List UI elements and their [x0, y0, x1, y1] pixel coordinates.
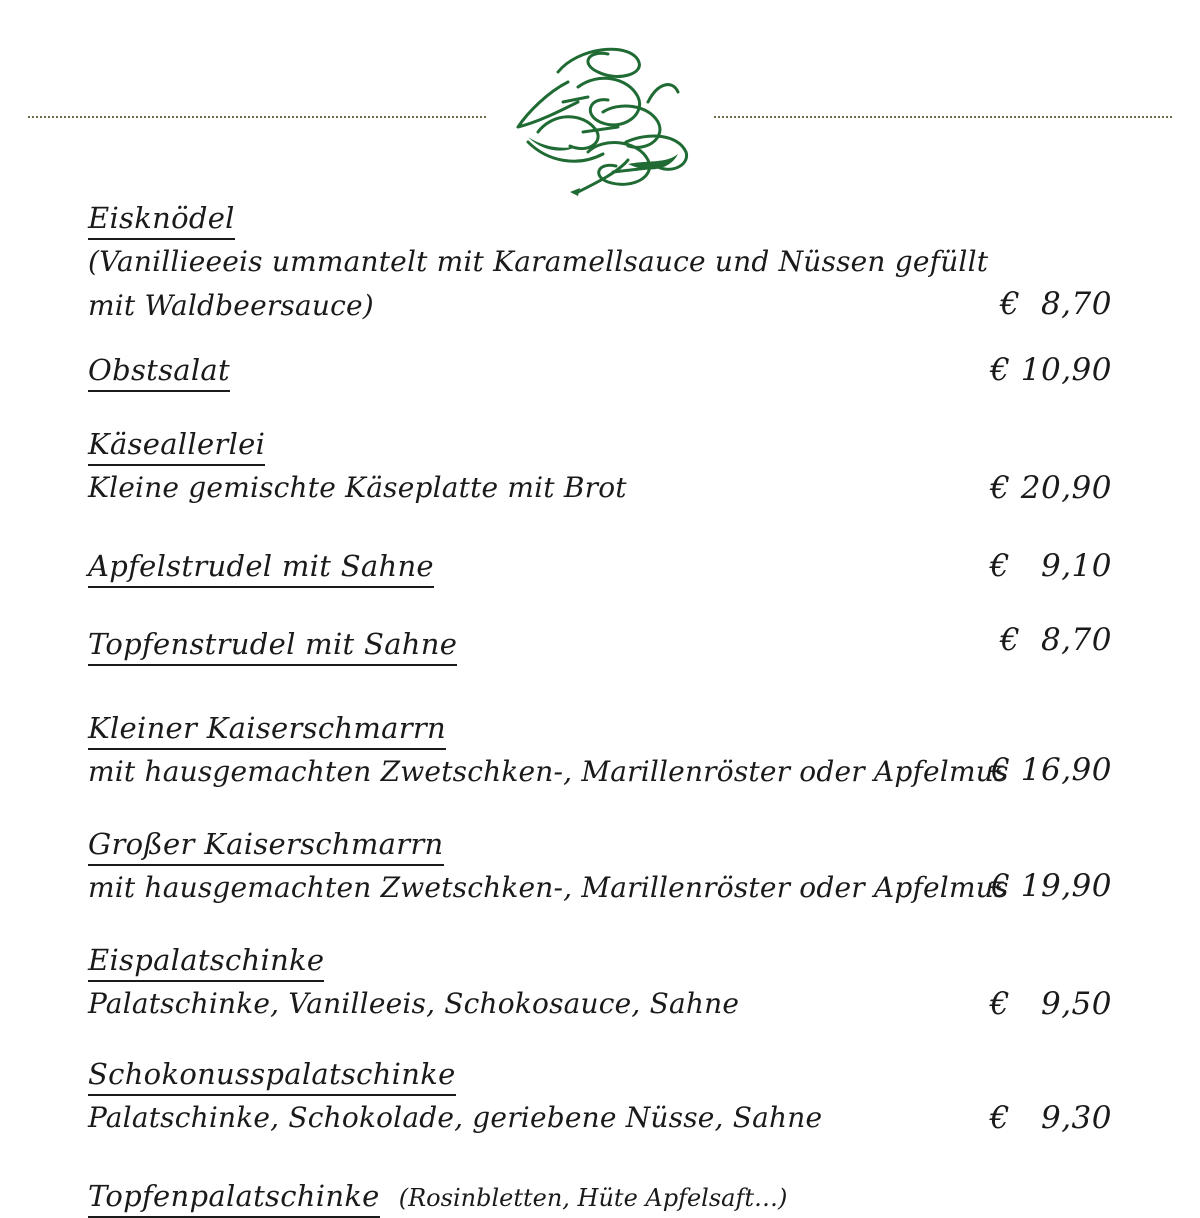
item-title: Kleiner Kaiserschmarrn: [88, 708, 446, 750]
menu-item-obstsalat: [88, 350, 1118, 392]
item-description: Palatschinke, Vanilleeis, Schokosauce, Sahne: [88, 987, 740, 1020]
item-note: (Rosinbletten, Hüte Apfelsaft…): [398, 1184, 788, 1212]
item-title: Apfelstrudel mit Sahne: [88, 546, 434, 588]
menu-item-grosser-kaiserschmarrn: [88, 824, 1118, 910]
menu-item-kaeseallerlei: [88, 424, 1118, 510]
divider-right: [714, 116, 1172, 118]
item-price: € 10,90: [990, 352, 1112, 388]
menu-item-kleiner-kaiserschmarrn: [88, 708, 1118, 794]
menu-item-eisknoedel: [88, 198, 1118, 328]
item-price: € 20,90: [990, 470, 1112, 506]
item-description: Kleine gemischte Käseplatte mit Brot: [88, 471, 627, 504]
item-title: Eisknödel: [88, 198, 235, 240]
item-price: € 19,90: [990, 868, 1112, 904]
menu-item-apfelstrudel: [88, 546, 1118, 588]
item-description: (Vanillieeeis ummantelt mit Karamellsauce und Nüssen gefüllt: [88, 245, 989, 278]
item-price: € 8,70: [1000, 622, 1112, 658]
item-description: mit hausgemachten Zwetschken-, Marillenröster oder Apfelmus: [88, 871, 1009, 904]
ornamental-monogram-icon: [508, 42, 692, 200]
item-description: Palatschinke, Schokolade, geriebene Nüsse, Sahne: [88, 1101, 823, 1134]
item-title: Käseallerlei: [88, 424, 265, 466]
divider-left: [28, 116, 486, 118]
menu-item-topfenstrudel: [88, 624, 1118, 666]
menu-item-eispalatschinke: [88, 940, 1118, 1026]
item-price: € 16,90: [990, 752, 1112, 788]
item-description: mit Waldbeersauce): [88, 289, 374, 322]
item-title: Eispalatschinke: [88, 940, 324, 982]
item-price: € 9,10: [989, 548, 1112, 584]
menu-item-schokonusspalatschinke: [88, 1054, 1118, 1140]
item-title: Obstsalat: [88, 350, 230, 392]
item-description: mit hausgemachten Zwetschken-, Marillenröster oder Apfelmus: [88, 755, 1009, 788]
item-price: € 9,50: [989, 986, 1112, 1022]
item-price: € 8,70: [1000, 286, 1112, 322]
item-title: Schokonusspalatschinke: [88, 1054, 456, 1096]
item-title: Topfenstrudel mit Sahne: [88, 624, 457, 666]
menu-item-topfenpalatschinke: [88, 1176, 787, 1218]
item-title: Großer Kaiserschmarrn: [88, 824, 444, 866]
item-title: Topfenpalatschinke: [88, 1176, 380, 1218]
item-price: € 9,30: [989, 1100, 1112, 1136]
